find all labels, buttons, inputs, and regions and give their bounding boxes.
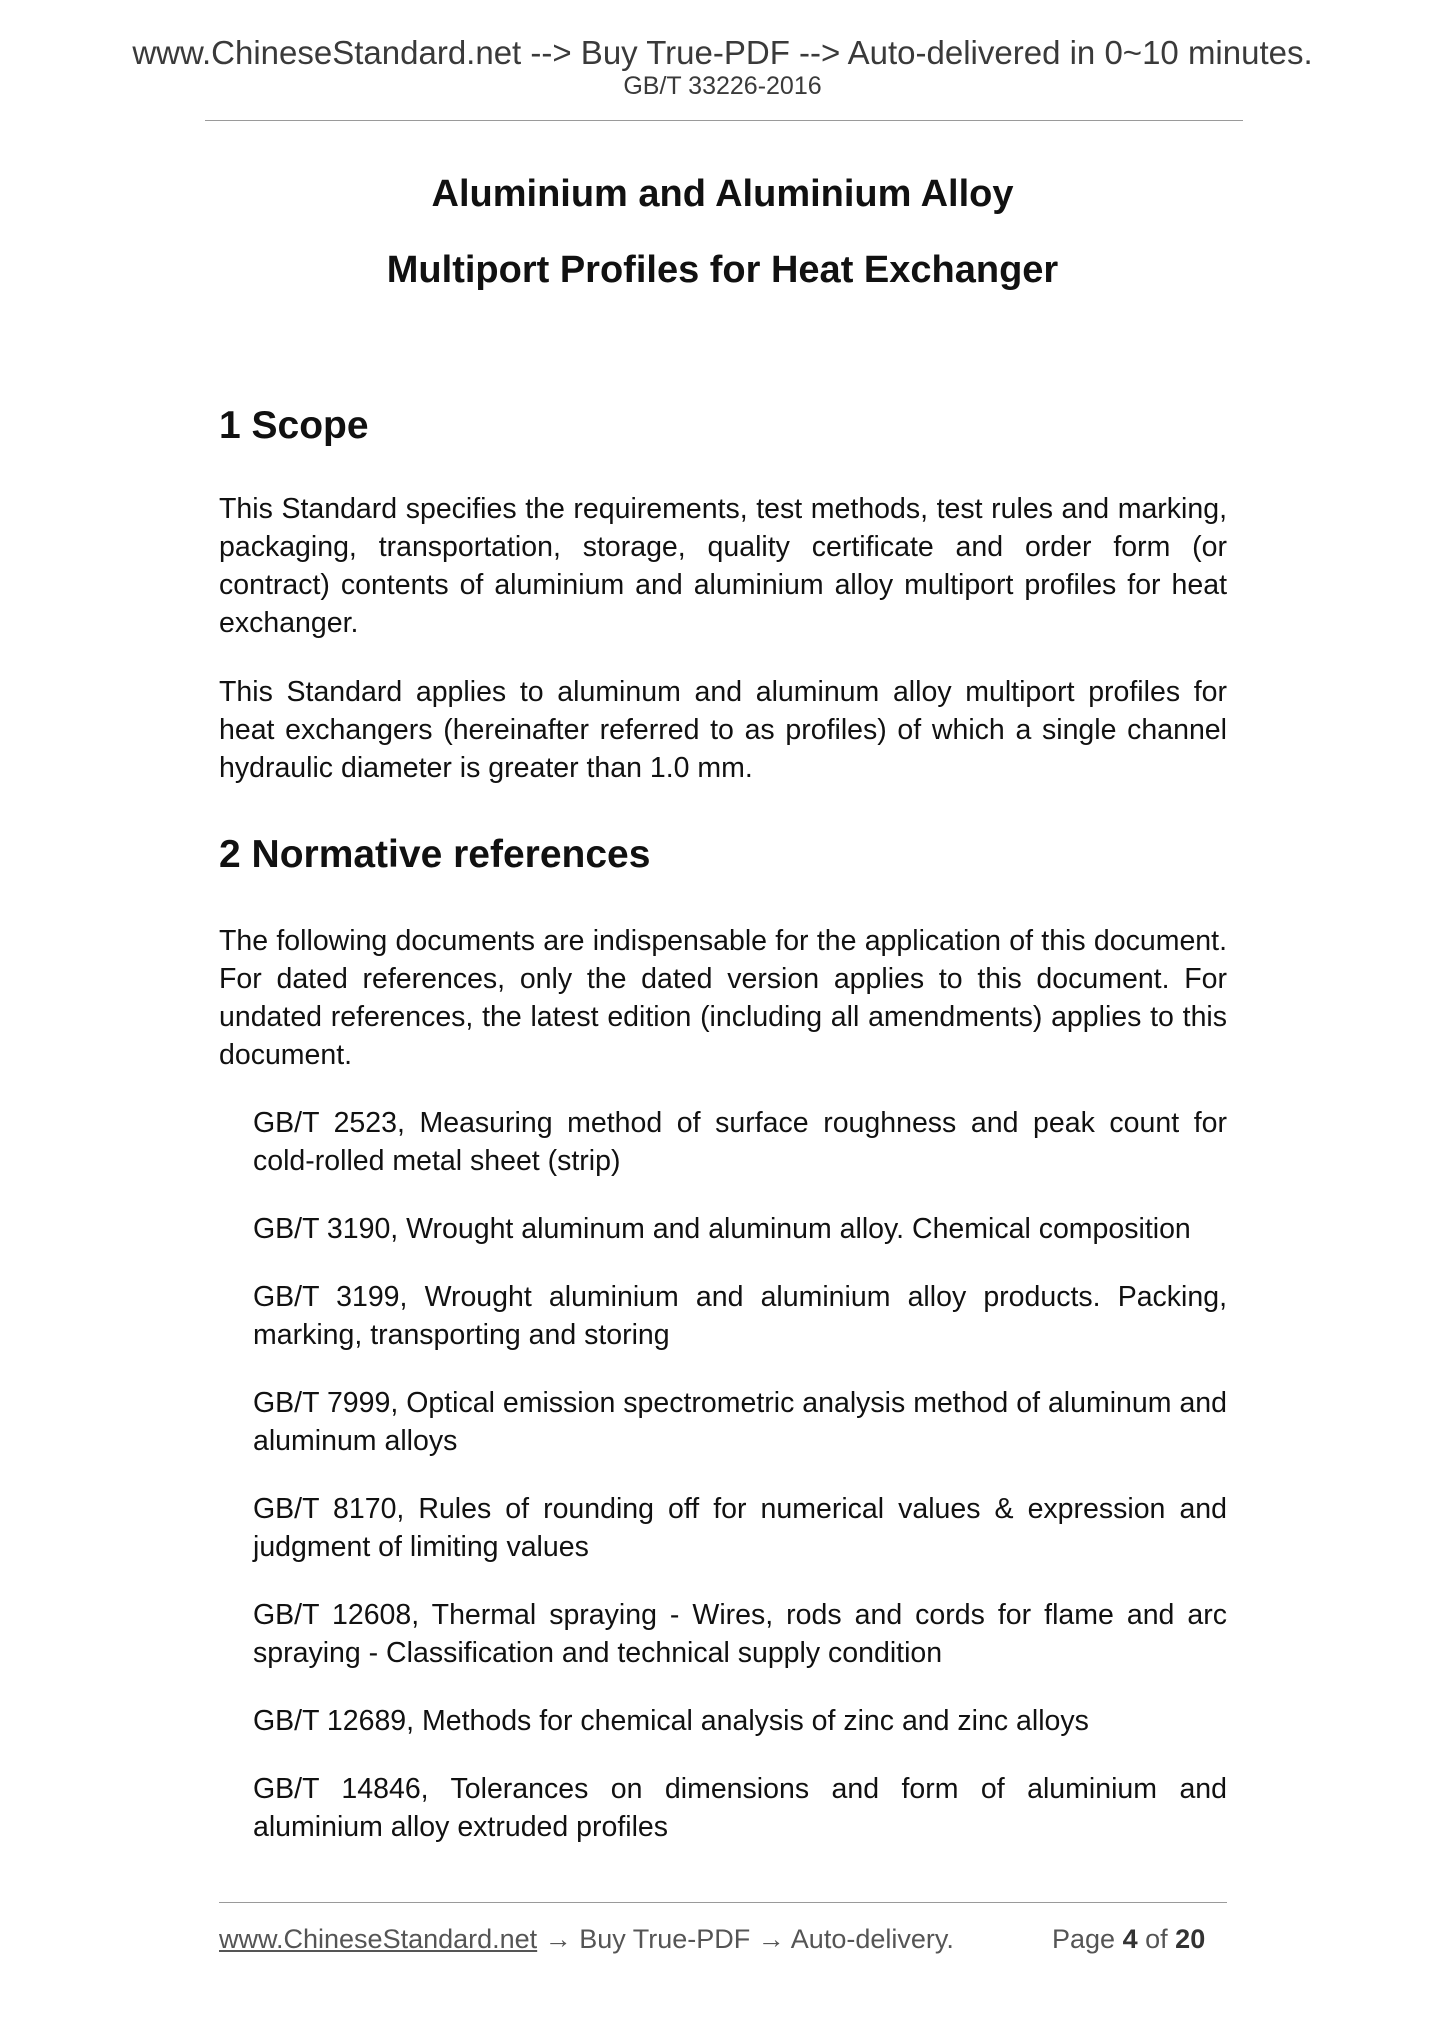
- of-label: of: [1145, 1924, 1168, 1954]
- section-heading-scope: 1 Scope: [219, 404, 369, 447]
- footer-divider: [219, 1902, 1227, 1903]
- arrow-right-icon: →: [544, 1924, 572, 1954]
- reference-item: GB/T 2523, Measuring method of surface roughness and peak count for cold-rolled metal sheet (strip): [253, 1107, 1227, 1177]
- header-banner: www.ChineseStandard.net --> Buy True-PDF --> Auto-delivered in 0~10 minutes.: [132, 34, 1313, 71]
- header-divider: [205, 120, 1243, 121]
- footer-delivery-text: Auto-delivery.: [790, 1924, 954, 1954]
- document-title-line-1: Aluminium and Aluminium Alloy: [431, 173, 1014, 215]
- reference-item: GB/T 8170, Rules of rounding off for numerical values & expression and judgment of limiting values: [253, 1493, 1227, 1563]
- page-number-indicator: [1052, 1922, 1205, 1956]
- document-code: GB/T 33226-2016: [623, 72, 822, 100]
- scope-paragraph-1: This Standard specifies the requirements, test methods, test rules and marking, packaging, transportation, storage, quality certificate and order form (or contract) contents of aluminium and aluminium alloy multiport profiles for heat exchanger.: [219, 493, 1227, 639]
- footer-text: [219, 1922, 954, 1956]
- section-heading-normative-references: 2 Normative references: [219, 833, 651, 876]
- current-page-number: 4: [1122, 1924, 1138, 1954]
- reference-item: GB/T 12608, Thermal spraying - Wires, rods and cords for flame and arc spraying - Classification and technical supply condition: [253, 1599, 1227, 1669]
- page-label: Page: [1052, 1924, 1116, 1954]
- reference-item: GB/T 7999, Optical emission spectrometric analysis method of aluminum and aluminum alloys: [253, 1387, 1227, 1457]
- footer-buy-text: Buy True-PDF: [579, 1924, 751, 1954]
- reference-item: GB/T 12689, Methods for chemical analysis of zinc and zinc alloys: [253, 1705, 1089, 1737]
- reference-item: GB/T 3199, Wrought aluminium and aluminium alloy products. Packing, marking, transporting and storing: [253, 1281, 1227, 1351]
- reference-item: GB/T 3190, Wrought aluminum and aluminum alloy. Chemical composition: [253, 1213, 1191, 1245]
- arrow-right-icon: →: [757, 1924, 785, 1954]
- footer-site-link[interactable]: www.ChineseStandard.net: [219, 1924, 538, 1954]
- document-title-line-2: Multiport Profiles for Heat Exchanger: [386, 249, 1059, 291]
- reference-item: GB/T 14846, Tolerances on dimensions and form of aluminium and aluminium alloy extruded profiles: [253, 1773, 1227, 1843]
- scope-paragraph-2: This Standard applies to aluminum and aluminum alloy multiport profiles for heat exchangers (hereinafter referred to as profiles) of which a single channel hydraulic diameter is greater than 1.0 mm.: [219, 676, 1227, 784]
- references-intro-paragraph: The following documents are indispensable for the application of this document. For dated references, only the dated version applies to this document. For undated references, the latest edition (including all amendments) applies to this document.: [219, 925, 1227, 1071]
- total-pages-number: 20: [1175, 1924, 1206, 1954]
